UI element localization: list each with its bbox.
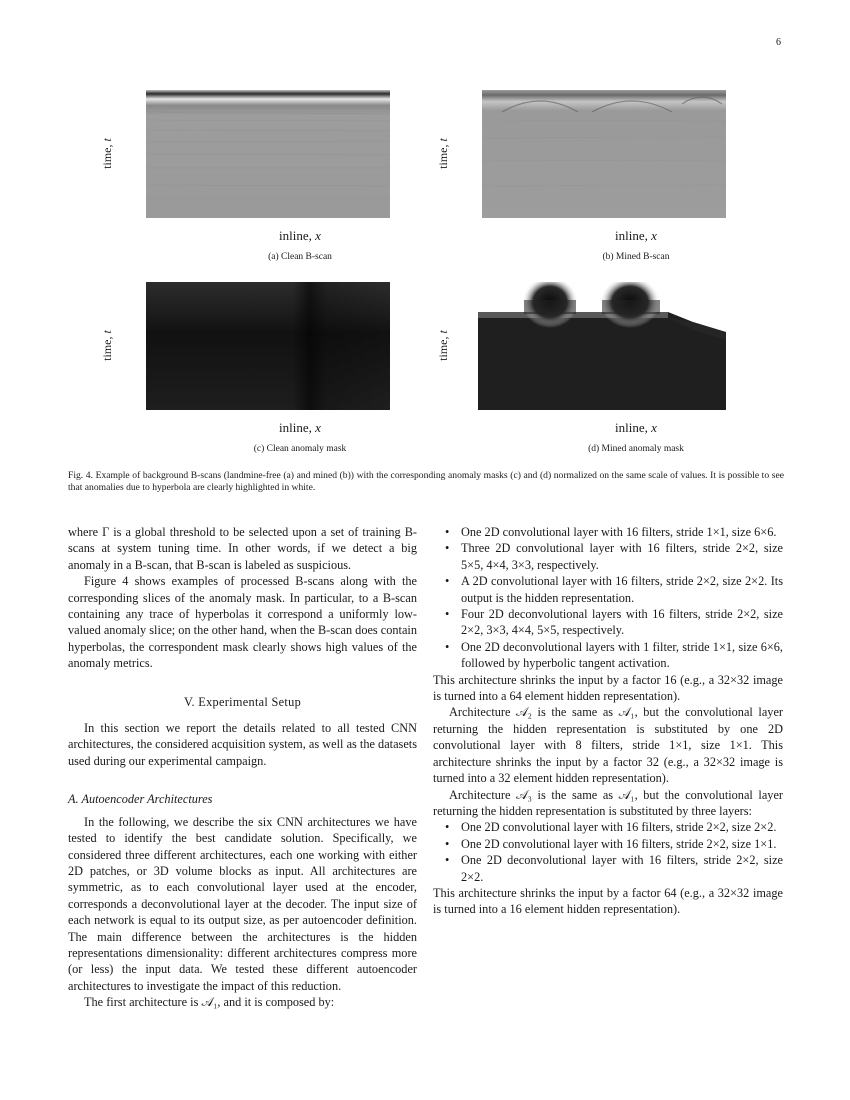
subfigure-caption: (c) Clean anomaly mask: [253, 444, 347, 454]
clean-bscan-image: [146, 90, 390, 218]
list-item: • One 2D deconvolutional layer with 16 filters, stride 2×2, size 2×2.: [461, 852, 783, 885]
y-axis-label: time, t: [435, 330, 450, 361]
paragraph: where Γ is a global threshold to be selected upon a set of training B-scans at system tuning time. In other words, if we detect a big anomaly in a B-scan, that B-scan is labeled as suspicious.: [68, 525, 417, 572]
list-item: • One 2D convolutional layer with 16 filters, stride 1×1, size 6×6.: [461, 524, 783, 540]
list-item: • A 2D convolutional layer with 16 filters, stride 2×2, size 2×2. Its output is the hidden representation.: [461, 573, 783, 606]
subfigure-caption: (a) Clean B-scan: [268, 252, 332, 262]
left-column: [68, 524, 417, 1011]
x-axis-label: inline, x: [279, 420, 321, 435]
list-item: • Three 2D convolutional layer with 16 filters, stride 2×2, size 5×5, 4×4, 3×3, respectively.: [461, 540, 783, 573]
x-axis-label: inline, x: [615, 228, 657, 243]
list-item: • One 2D convolutional layer with 16 filters, stride 2×2, size 1×1.: [461, 836, 783, 852]
paragraph: Architecture 𝒜₃ is the same as 𝒜₁, but the convolutional layer returning the hidden representation is substituted by three layers:: [433, 787, 783, 818]
section-title: V. Experimental Setup: [183, 694, 302, 709]
subsection-title: A. Autoencoder Architectures: [68, 792, 213, 807]
figure-caption: Fig. 4. Example of background B-scans (landmine-free (a) and mined (b)) with the corresponding anomaly masks (c) and (d) normalized on the same scale of values. It is possible to see that anomalies due to hyperbola are clearly highlighted in white.: [68, 470, 784, 493]
paragraph: In this section we report the details related to all tested CNN architectures, the considered acquisition system, as well as the datasets used during our experimental campaign.: [68, 721, 417, 768]
clean-anomaly-mask-image: [146, 282, 390, 410]
x-axis-label: inline, x: [615, 420, 657, 435]
right-column: [433, 524, 783, 918]
list-item: • One 2D deconvolutional layers with 1 filter, stride 1×1, size 6×6, followed by hyperbolic tangent activation.: [461, 639, 783, 672]
paragraph: The first architecture is 𝒜₁, and it is composed by:: [84, 995, 335, 1010]
x-axis-label: inline, x: [279, 228, 321, 243]
list-item: • Four 2D deconvolutional layers with 16 filters, stride 2×2, size 2×2, 3×3, 4×4, 5×5, respectively.: [461, 606, 783, 639]
architecture-a3-list: [433, 819, 783, 885]
paragraph: Figure 4 shows examples of processed B-scans along with the corresponding slices of the anomaly mask. In particular, to a B-scan containing any trace of hyperbolas it correspond a uniformly low-valued anomaly slice; on the other hand, when the B-scan does contain hyperbolas, the correspondent mask clearly shows high values of the anomaly metrics.: [68, 574, 417, 671]
paragraph: In the following, we describe the six CNN architectures we have tested to identify the best candidate solution. Specifically, we considered three different architectures, each one working with either 2D patches, or 3D volume blocks as input. All architectures are symmetric, as to each convolutional layer used at the encoder, corresponds a deconvolutional layer at the decoder. The input size of each network is equal to its output size, as per autoencoder definition. The main difference between the architectures is the hidden representations dimensionality: different architectures compress more (or less) the input data. We tested these different autoencoder architectures to investigate the impact of this reduction.: [68, 814, 417, 993]
subfigure-caption: (d) Mined anomaly mask: [588, 444, 684, 454]
mined-anomaly-mask-image: [478, 282, 726, 410]
subfigure-caption: (b) Mined B-scan: [602, 252, 670, 262]
list-item: • One 2D convolutional layer with 16 filters, stride 2×2, size 2×2.: [461, 819, 783, 835]
paragraph: This architecture shrinks the input by a factor 16 (e.g., a 32×32 image is turned into a 64 element hidden representation).: [433, 672, 783, 704]
y-axis-label: time, t: [99, 330, 114, 361]
y-axis-label: time, t: [435, 138, 450, 169]
y-axis-label: time, t: [99, 138, 114, 169]
paragraph: This architecture shrinks the input by a factor 64 (e.g., a 32×32 image is turned into a 16 element hidden representation).: [433, 885, 783, 917]
mined-bscan-image: [482, 90, 726, 218]
architecture-a1-list: [433, 524, 783, 672]
paragraph: Architecture 𝒜₂ is the same as 𝒜₁, but the convolutional layer returning the hidden representation is substituted by one 2D convolutional layer with 8 filters, stride 1×1, size 1×1. This architecture shrinks the input by a factor 32 (e.g., a 32×32 image is turned into a 32 element hidden representation).: [433, 705, 783, 786]
page-number: 6: [776, 37, 781, 48]
